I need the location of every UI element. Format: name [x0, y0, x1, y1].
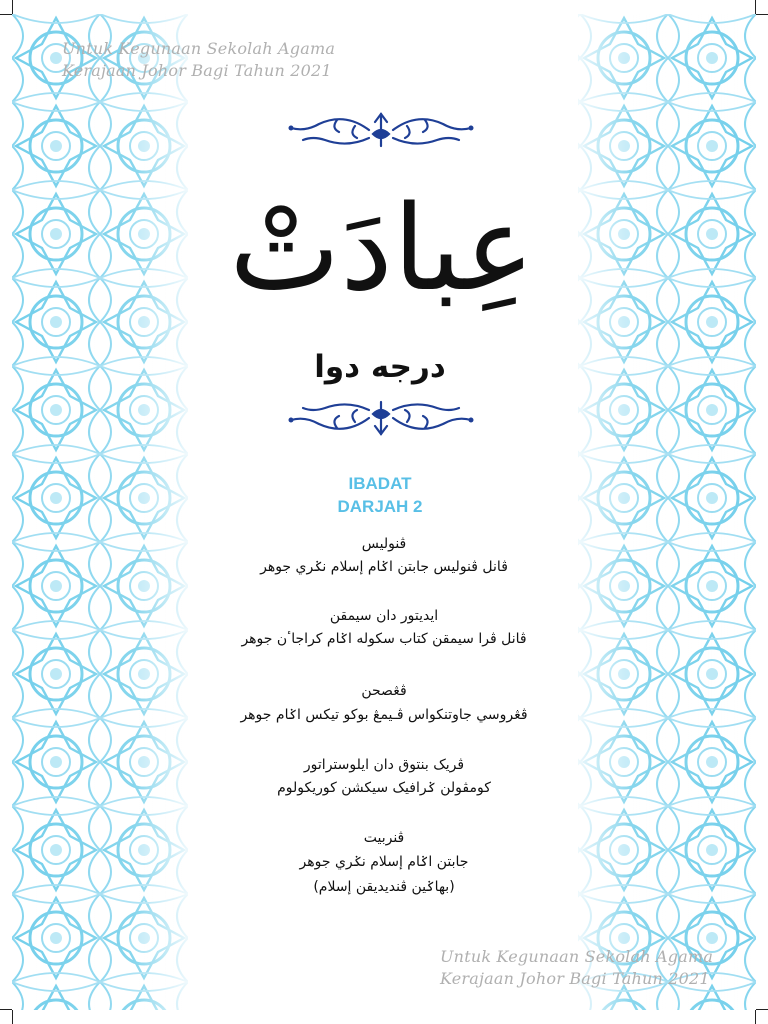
credit-role: ڤنوليس: [361, 536, 407, 552]
watermark-bottom: [440, 946, 713, 990]
credit-name: كومڤولن ݢرافيک سيكشن كوريكولوم: [277, 780, 491, 796]
subtitle-arabic: درجه دوا: [314, 349, 446, 385]
credit-name: ڤانل ڤنوليس جابتن اݢام إسلام نݢري جوهر: [260, 559, 508, 575]
crop-mark: [0, 1009, 12, 1010]
watermark-line: Kerajaan Johor Bagi Tahun 2021: [440, 969, 710, 988]
top-ornament-icon: [285, 108, 477, 152]
credit-name: جابتن اݢام إسلام نݢري جوهر: [299, 854, 469, 870]
credit-name: ڤانل ڤرا سيمقن كتاب سكوله اݢام كراجاٴن جوهر: [241, 631, 527, 647]
crop-mark: [12, 0, 13, 14]
left-pattern-border: [12, 14, 188, 1010]
crop-mark: [755, 1010, 756, 1024]
credit-role: ڤڠصحن: [361, 683, 407, 699]
credit-note: (بهاݢين ڤنديديقن إسلام): [313, 879, 455, 895]
watermark-line: Kerajaan Johor Bagi Tahun 2021: [62, 61, 332, 80]
watermark-top: [62, 38, 335, 82]
subtitle-latin: DARJAH 2: [337, 497, 423, 516]
right-pattern-border: [578, 14, 756, 1010]
title-arabic: عِبادَتْ: [229, 179, 535, 317]
bottom-ornament-icon: [285, 396, 477, 440]
watermark-line: Untuk Kegunaan Sekolah Agama: [62, 39, 336, 58]
credit-name: ڤڠروسي جاوتنكواس ڤـيمڠ بوكو تيكس اݢام جوهر: [240, 707, 528, 723]
credit-role: ڤنربيت: [363, 830, 405, 846]
watermark-line: Untuk Kegunaan Sekolah Agama: [440, 947, 714, 966]
crop-mark: [0, 14, 12, 15]
title-latin: IBADAT: [348, 474, 412, 493]
credit-role: ايديتور دان سيمقن: [329, 608, 439, 624]
crop-mark: [756, 1009, 768, 1010]
crop-mark: [12, 1010, 13, 1024]
crop-mark: [756, 14, 768, 15]
credit-role: ڤريک بنتوق دان ايلوستراتور: [303, 757, 465, 773]
crop-mark: [755, 0, 756, 14]
